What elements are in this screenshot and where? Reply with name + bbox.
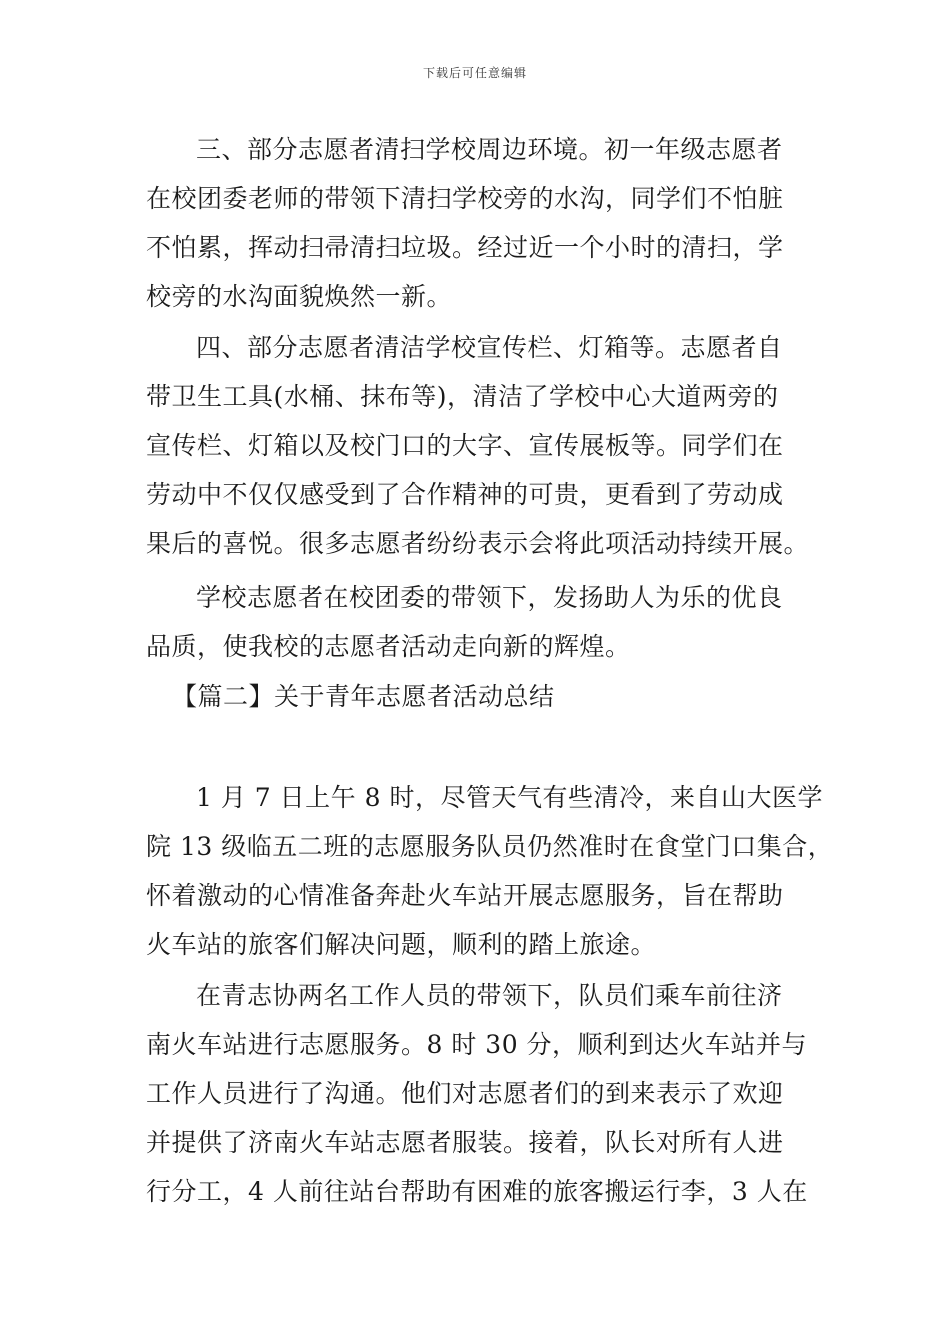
paragraph-7-line-3: 工作人员进行了沟通。他们对志愿者们的到来表示了欢迎 — [146, 1079, 784, 1108]
paragraph-3-line-3: 不怕累，挥动扫帚清扫垃圾。经过近一个小时的清扫，学 — [146, 233, 784, 262]
paragraph-6-line-3: 怀着激动的心情准备奔赴火车站开展志愿服务，旨在帮助 — [146, 881, 784, 910]
download-note: 下载后可任意编辑 — [422, 66, 527, 80]
paragraph-3-line-1: 三、部分志愿者清扫学校周边环境。初一年级志愿者 — [196, 135, 783, 164]
section-heading: 【篇二】关于青年志愿者活动总结 — [172, 682, 555, 711]
paragraph-3-line-4: 校旁的水沟面貌焕然一新。 — [146, 282, 453, 311]
paragraph-5-line-1: 学校志愿者在校团委的带领下，发扬助人为乐的优良 — [196, 583, 783, 612]
paragraph-4-line-5: 果后的喜悦。很多志愿者纷纷表示会将此项活动持续开展。 — [146, 529, 810, 558]
paragraph-4-line-1: 四、部分志愿者清洁学校宣传栏、灯箱等。志愿者自 — [196, 333, 783, 362]
paragraph-7-line-1: 在青志协两名工作人员的带领下，队员们乘车前往济 — [196, 981, 783, 1010]
paragraph-3-line-2: 在校团委老师的带领下清扫学校旁的水沟，同学们不怕脏 — [146, 184, 784, 213]
paragraph-4-line-2: 带卫生工具(水桶、抹布等)，清洁了学校中心大道两旁的 — [146, 382, 779, 411]
paragraph-4-line-4: 劳动中不仅仅感受到了合作精神的可贵，更看到了劳动成 — [146, 480, 784, 509]
paragraph-5-line-2: 品质，使我校的志愿者活动走向新的辉煌。 — [146, 632, 631, 661]
paragraph-7-line-4: 并提供了济南火车站志愿者服装。接着，队长对所有人进 — [146, 1128, 784, 1157]
paragraph-4-line-3: 宣传栏、灯箱以及校门口的大字、宣传展板等。同学们在 — [146, 431, 784, 460]
paragraph-6-line-4: 火车站的旅客们解决问题，顺利的踏上旅途。 — [146, 930, 657, 959]
paragraph-7-line-2: 南火车站进行志愿服务。8 时 30 分，顺利到达火车站并与 — [146, 1030, 808, 1059]
paragraph-6-line-1: 1 月 7 日上午 8 时，尽管天气有些清冷，来自山大医学 — [196, 783, 823, 812]
paragraph-7-line-5: 行分工，4 人前往站台帮助有困难的旅客搬运行李，3 人在 — [146, 1177, 808, 1206]
paragraph-6-line-2: 院 13 级临五二班的志愿服务队员仍然准时在食堂门口集合， — [146, 832, 834, 861]
